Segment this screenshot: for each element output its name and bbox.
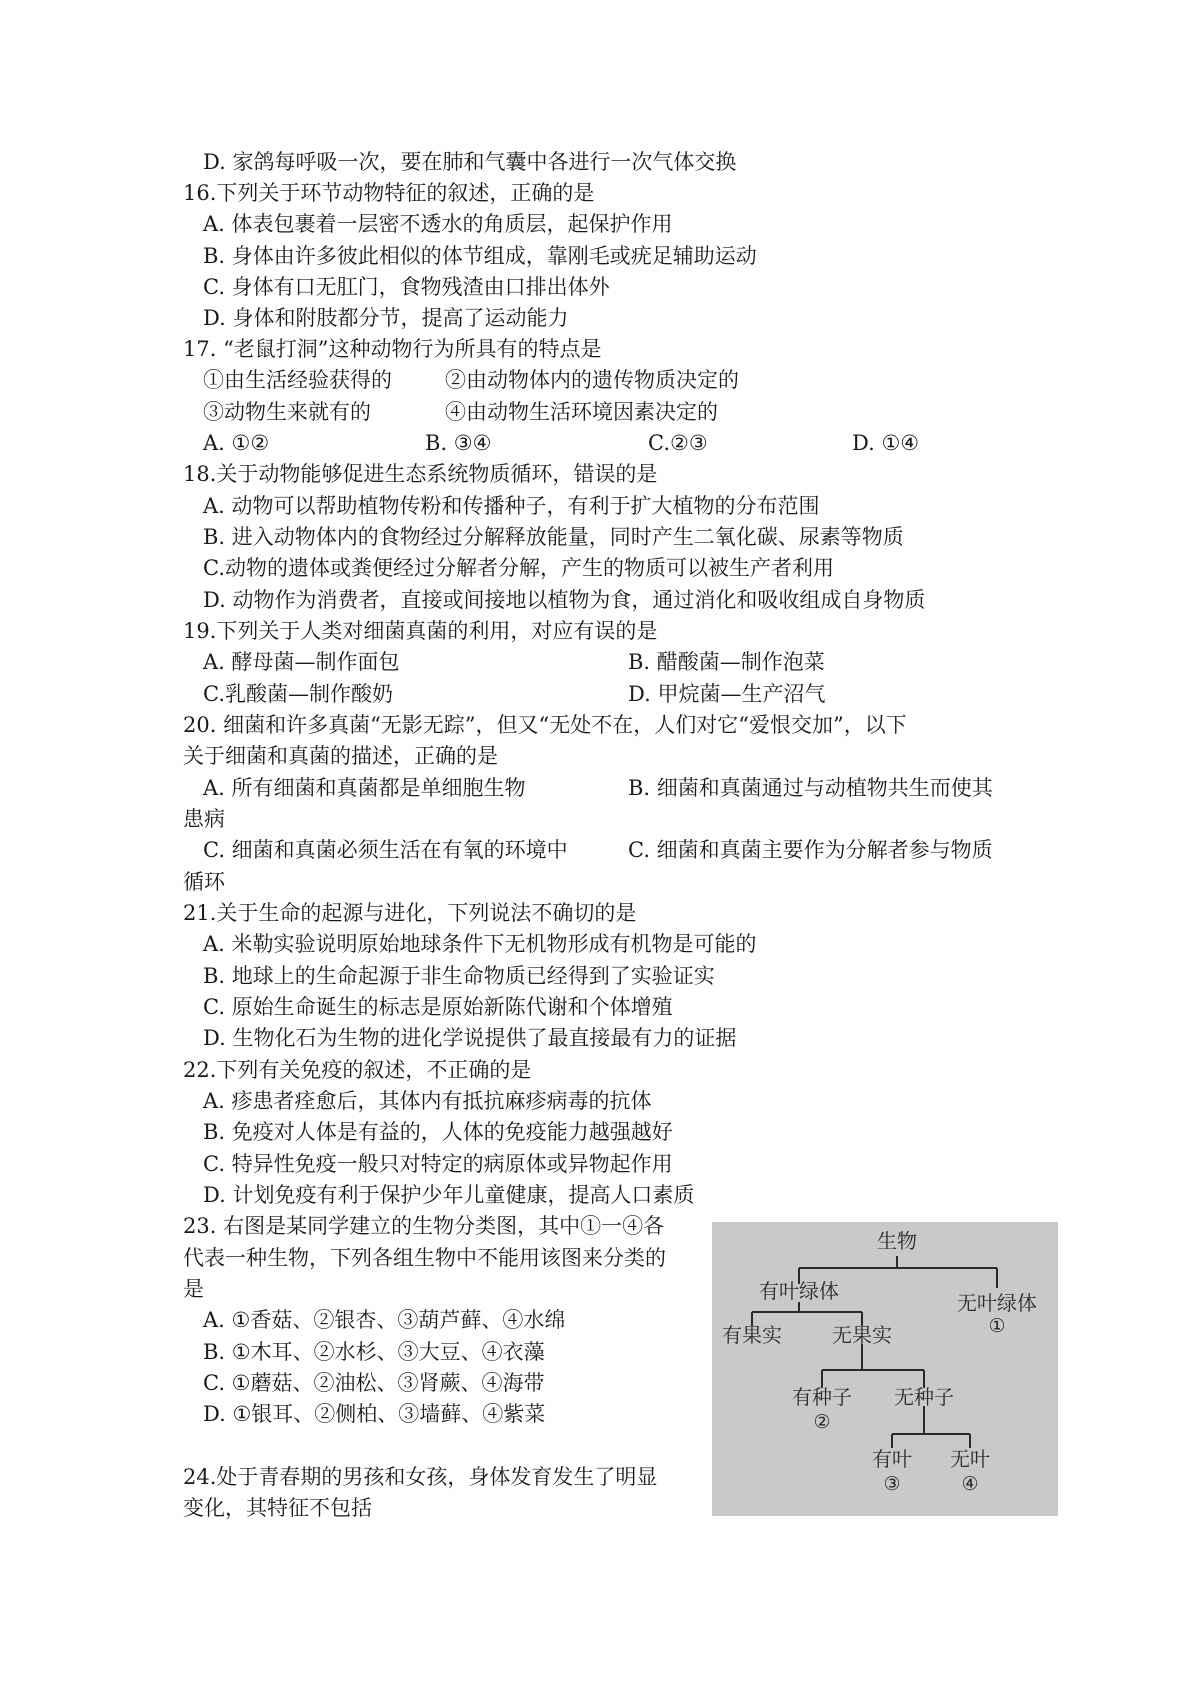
q17-option-c: C.②③	[648, 431, 708, 455]
node-seed: 有种子	[792, 1385, 852, 1409]
q16-option-a: A. 体表包裹着一层密不透水的角质层，起保护作用	[203, 212, 673, 236]
node-green: 有叶绿体	[759, 1279, 839, 1303]
q18-option-b: B. 进入动物体内的食物经过分解释放能量，同时产生二氧化碳、尿素等物质	[203, 525, 904, 549]
q20-option-b-wrap: 患病	[183, 807, 225, 831]
q23-option-d: D. ①银耳、②侧柏、③墙藓、④紫菜	[203, 1402, 546, 1426]
q23-stem-line2: 代表一种生物，下列各组生物中不能用该图来分类的	[183, 1246, 666, 1270]
q23-stem-line1: 23. 右图是某同学建立的生物分类图，其中①一④各	[183, 1214, 665, 1238]
node-fruit: 有果实	[722, 1323, 782, 1347]
q18-stem: 18.关于动物能够促进生态系统物质循环，错误的是	[183, 462, 658, 486]
q20-option-a: A. 所有细菌和真菌都是单细胞生物	[203, 776, 526, 800]
q21-option-a: A. 米勒实验说明原始地球条件下无机物形成有机物是可能的	[203, 932, 757, 956]
marker-2: ②	[813, 1411, 831, 1433]
q22-option-c: C. 特异性免疫一般只对特定的病原体或异物起作用	[203, 1152, 673, 1176]
q16-option-d: D. 身体和附肢都分节，提高了运动能力	[203, 306, 569, 330]
q17-item-4: ④由动物生活环境因素决定的	[445, 400, 718, 424]
q24-stem-line1: 24.处于青春期的男孩和女孩，身体发育发生了明显	[183, 1465, 658, 1489]
q17-option-d: D. ①④	[852, 431, 920, 455]
q23-option-c: C. ①蘑菇、②油松、③肾蕨、④海带	[203, 1371, 545, 1395]
q23-stem-line3: 是	[183, 1277, 204, 1301]
q18-option-c: C.动物的遗体或粪便经过分解者分解，产生的物质可以被生产者利用	[203, 556, 834, 580]
q19-option-b: B. 醋酸菌—制作泡菜	[628, 650, 825, 674]
q20-stem-line1: 20. 细菌和许多真菌“无影无踪”，但又“无处不在，人们对它“爱恨交加”，以下	[183, 713, 907, 737]
q18-option-a: A. 动物可以帮助植物传粉和传播种子，有利于扩大植物的分布范围	[203, 494, 820, 518]
q16-option-b: B. 身体由许多彼此相似的体节组成，靠刚毛或疣足辅助运动	[203, 244, 757, 268]
node-noleaf: 无叶	[950, 1447, 990, 1471]
q21-option-c: C. 原始生命诞生的标志是原始新陈代谢和个体增殖	[203, 995, 673, 1019]
q20-option-d: C. 细菌和真菌主要作为分解者参与物质	[628, 838, 993, 862]
q21-option-b: B. 地球上的生命起源于非生命物质已经得到了实验证实	[203, 964, 715, 988]
q22-stem: 22.下列有关免疫的叙述，不正确的是	[183, 1058, 532, 1082]
q19-option-a: A. 酵母菌—制作面包	[203, 650, 400, 674]
q19-option-c: C.乳酸菌—制作酸奶	[203, 682, 393, 706]
node-leaf: 有叶	[872, 1447, 912, 1471]
q19-stem: 19.下列关于人类对细菌真菌的利用，对应有误的是	[183, 619, 658, 643]
q19-option-d: D. 甲烷菌—生产沼气	[628, 682, 826, 706]
q17-option-a: A. ①②	[203, 431, 270, 455]
q17-item-2: ②由动物体内的遗传物质决定的	[445, 368, 739, 392]
classification-diagram	[712, 1222, 1058, 1516]
q20-option-d-wrap: 循环	[183, 870, 225, 894]
marker-3: ③	[883, 1473, 901, 1495]
node-nofruit: 无果实	[832, 1323, 892, 1347]
q17-item-3: ③动物生来就有的	[203, 400, 371, 424]
q17-option-b: B. ③④	[425, 431, 492, 455]
q15-option-d: D. 家鸽每呼吸一次，要在肺和气囊中各进行一次气体交换	[203, 150, 737, 174]
q21-option-d: D. 生物化石为生物的进化学说提供了最直接最有力的证据	[203, 1026, 737, 1050]
q20-stem-line2: 关于细菌和真菌的描述，正确的是	[183, 744, 498, 768]
q24-stem-line2: 变化，其特征不包括	[183, 1496, 372, 1520]
q20-option-b: B. 细菌和真菌通过与动植物共生而使其	[628, 776, 993, 800]
q17-item-1: ①由生活经验获得的	[203, 368, 392, 392]
q23-option-b: B. ①木耳、②水杉、③大豆、④衣藻	[203, 1340, 545, 1364]
node-nogreen: 无叶绿体	[957, 1291, 1037, 1315]
q17-stem: 17. “老鼠打洞”这种动物行为所具有的特点是	[183, 337, 602, 361]
q23-option-a: A. ①香菇、②银杏、③葫芦藓、④水绵	[203, 1308, 566, 1332]
node-root: 生物	[877, 1229, 917, 1253]
marker-1: ①	[988, 1315, 1006, 1337]
q21-stem: 21.关于生命的起源与进化，下列说法不确切的是	[183, 901, 637, 925]
q18-option-d: D. 动物作为消费者，直接或间接地以植物为食，通过消化和吸收组成自身物质	[203, 588, 926, 612]
q16-stem: 16.下列关于环节动物特征的叙述，正确的是	[183, 181, 595, 205]
node-noseed: 无种子	[894, 1385, 954, 1409]
q22-option-a: A. 疹患者痊愈后，其体内有抵抗麻疹病毒的抗体	[203, 1089, 652, 1113]
q22-option-b: B. 免疫对人体是有益的，人体的免疫能力越强越好	[203, 1120, 673, 1144]
q16-option-c: C. 身体有口无肛门，食物残渣由口排出体外	[203, 275, 610, 299]
q22-option-d: D. 计划免疫有利于保护少年儿童健康，提高人口素质	[203, 1183, 695, 1207]
q20-option-c: C. 细菌和真菌必须生活在有氧的环境中	[203, 838, 568, 862]
marker-4: ④	[961, 1473, 979, 1495]
